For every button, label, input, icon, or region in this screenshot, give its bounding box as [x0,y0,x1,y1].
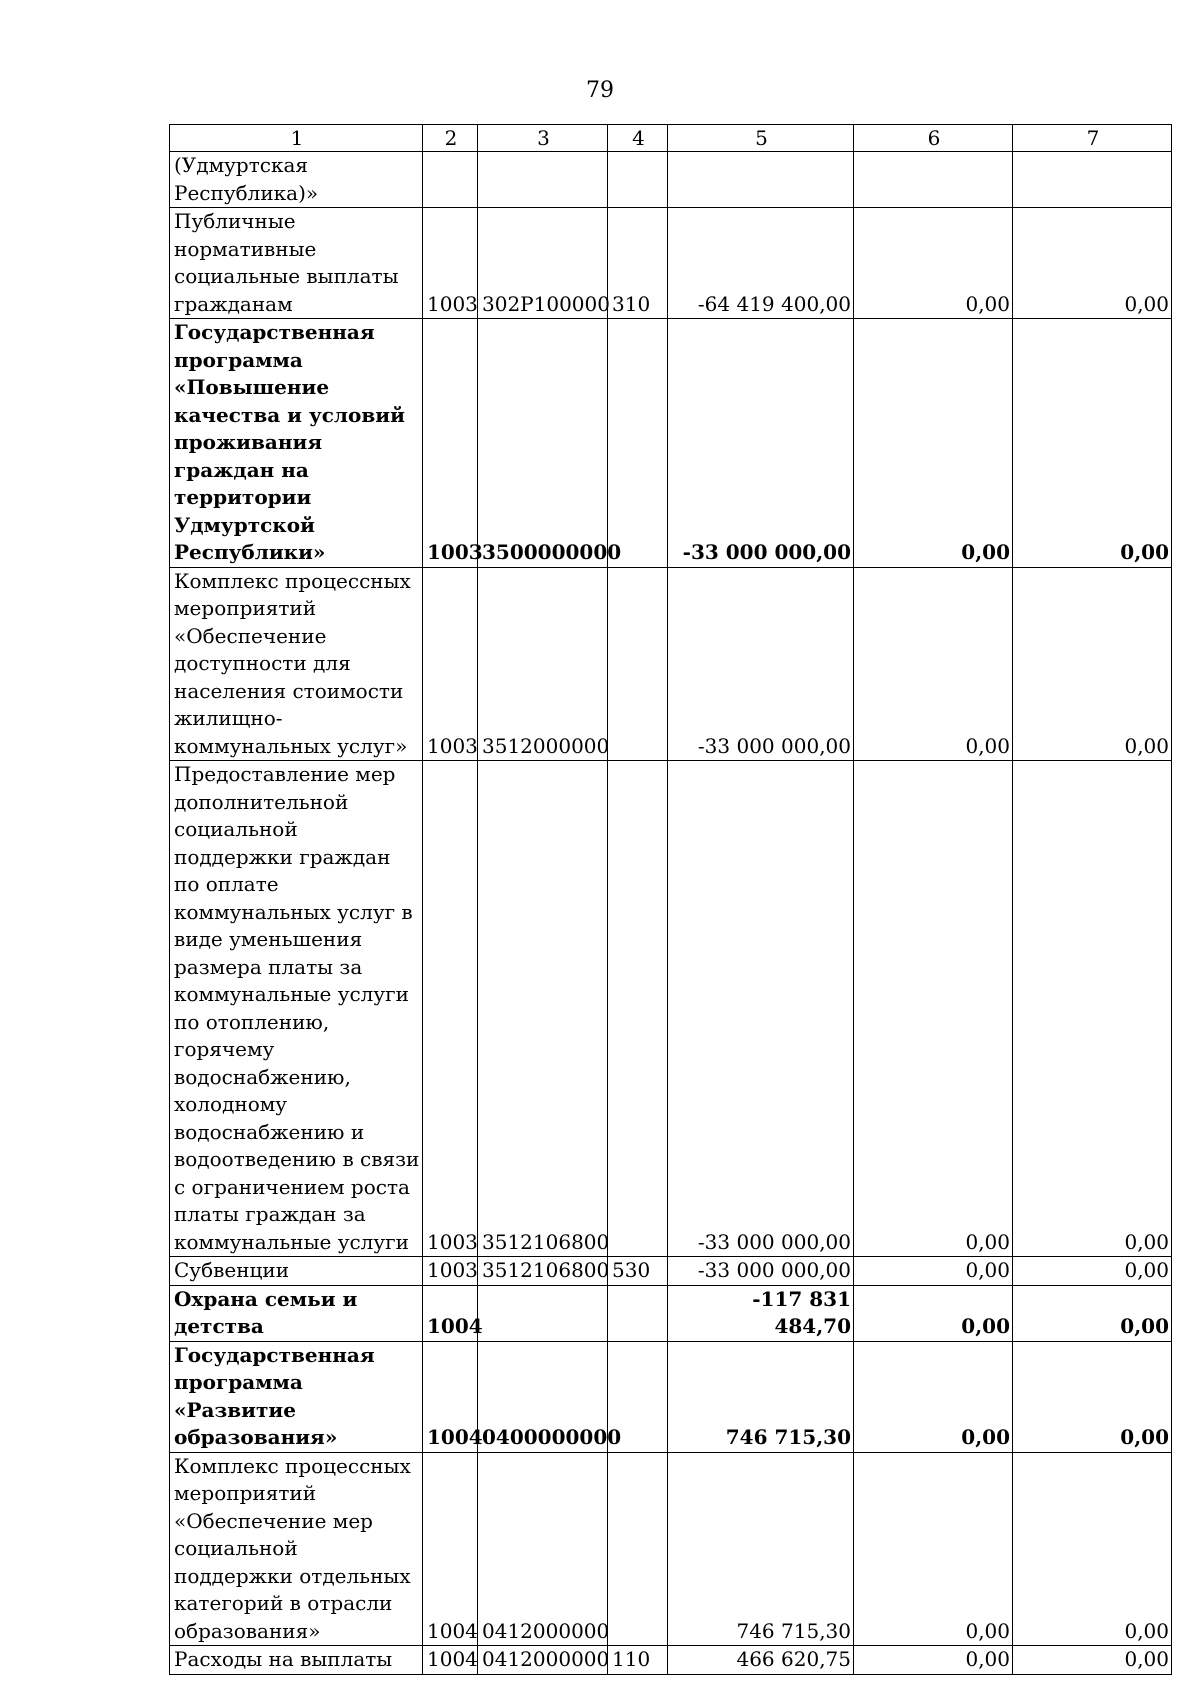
section-code-cell: 1004 [423,1341,478,1452]
expense-type-cell [608,152,668,208]
row-name-cell: Комплекс процессных мероприятий «Обеспечение доступности для населения стоимости жилищно-коммунальных услуг» [170,567,423,761]
target-code-cell [478,1285,608,1341]
column-7-cell: 0,00 [1013,761,1172,1257]
target-code-cell: 3512106800 [478,1257,608,1286]
column-number-row [170,125,1172,152]
column-7-cell: 0,00 [1013,1452,1172,1646]
expense-type-cell [608,1285,668,1341]
amount-cell: -117 831 484,70 [668,1285,854,1341]
section-code-cell: 1003 [423,567,478,761]
expense-type-cell: 110 [608,1646,668,1675]
row-name-cell: Предоставление мер дополнительной социальной поддержки граждан по оплате коммунальных услуг в виде уменьшения размера платы за коммунальные услуги по отоплению, горячему водоснабжению, холодному водоснабжению и водоотведению в связи с ограничением роста платы граждан за коммунальные услуги [170,761,423,1257]
amount-cell: -33 000 000,00 [668,1257,854,1286]
column-7-cell: 0,00 [1013,1646,1172,1675]
table-row [170,1452,1172,1646]
column-6-cell: 0,00 [854,1646,1013,1675]
section-code-cell: 1003 [423,319,478,568]
section-code-cell: 1004 [423,1285,478,1341]
expense-type-cell [608,1452,668,1646]
column-6-cell: 0,00 [854,1452,1013,1646]
expense-type-cell [608,567,668,761]
target-code-cell: 0412000000 [478,1646,608,1675]
page-number: 79 [586,78,614,103]
row-name-cell: Государственная программа «Повышение качества и условий проживания граждан на территории Удмуртской Республики» [170,319,423,568]
amount-cell: -33 000 000,00 [668,761,854,1257]
column-6-cell: 0,00 [854,319,1013,568]
table-row [170,1285,1172,1341]
target-code-cell [478,152,608,208]
column-7-cell: 0,00 [1013,1341,1172,1452]
target-code-cell: 0400000000 [478,1341,608,1452]
row-name-cell: Комплекс процессных мероприятий «Обеспечение мер социальной поддержки отдельных категорий в отрасли образования» [170,1452,423,1646]
column-6-cell: 0,00 [854,1257,1013,1286]
target-code-cell: 3500000000 [478,319,608,568]
column-header: 3 [478,125,608,152]
column-header: 7 [1013,125,1172,152]
column-7-cell: 0,00 [1013,567,1172,761]
expense-type-cell: 530 [608,1257,668,1286]
expense-type-cell [608,761,668,1257]
amount-cell: 746 715,30 [668,1341,854,1452]
column-6-cell: 0,00 [854,761,1013,1257]
column-7-cell [1013,152,1172,208]
table-row [170,319,1172,568]
column-header: 2 [423,125,478,152]
budget-table [169,124,1172,1675]
column-6-cell: 0,00 [854,1285,1013,1341]
target-code-cell: 3512000000 [478,567,608,761]
section-code-cell: 1003 [423,1257,478,1286]
amount-cell: 466 620,75 [668,1646,854,1675]
column-6-cell [854,152,1013,208]
column-6-cell: 0,00 [854,567,1013,761]
row-name-cell: Субвенции [170,1257,423,1286]
table-row [170,1646,1172,1675]
expense-type-cell [608,319,668,568]
column-7-cell: 0,00 [1013,319,1172,568]
section-code-cell: 1003 [423,208,478,319]
table-row [170,208,1172,319]
column-header: 5 [668,125,854,152]
target-code-cell: 0412000000 [478,1452,608,1646]
section-code-cell: 1003 [423,761,478,1257]
column-6-cell: 0,00 [854,1341,1013,1452]
column-header: 1 [170,125,423,152]
column-header: 6 [854,125,1013,152]
table-body [170,152,1172,1675]
row-name-cell: (Удмуртская Республика)» [170,152,423,208]
column-6-cell: 0,00 [854,208,1013,319]
column-7-cell: 0,00 [1013,1285,1172,1341]
table-row [170,1257,1172,1286]
row-name-cell: Расходы на выплаты [170,1646,423,1675]
target-code-cell: 302P100000 [478,208,608,319]
amount-cell: -33 000 000,00 [668,319,854,568]
amount-cell: -64 419 400,00 [668,208,854,319]
amount-cell: -33 000 000,00 [668,567,854,761]
amount-cell: 746 715,30 [668,1452,854,1646]
section-code-cell [423,152,478,208]
column-header: 4 [608,125,668,152]
target-code-cell: 3512106800 [478,761,608,1257]
table-row [170,152,1172,208]
row-name-cell: Публичные нормативные социальные выплаты гражданам [170,208,423,319]
table-row [170,1341,1172,1452]
table-row [170,567,1172,761]
section-code-cell: 1004 [423,1452,478,1646]
section-code-cell: 1004 [423,1646,478,1675]
row-name-cell: Охрана семьи и детства [170,1285,423,1341]
row-name-cell: Государственная программа «Развитие образования» [170,1341,423,1452]
amount-cell [668,152,854,208]
table-row [170,761,1172,1257]
expense-type-cell: 310 [608,208,668,319]
column-7-cell: 0,00 [1013,1257,1172,1286]
column-7-cell: 0,00 [1013,208,1172,319]
